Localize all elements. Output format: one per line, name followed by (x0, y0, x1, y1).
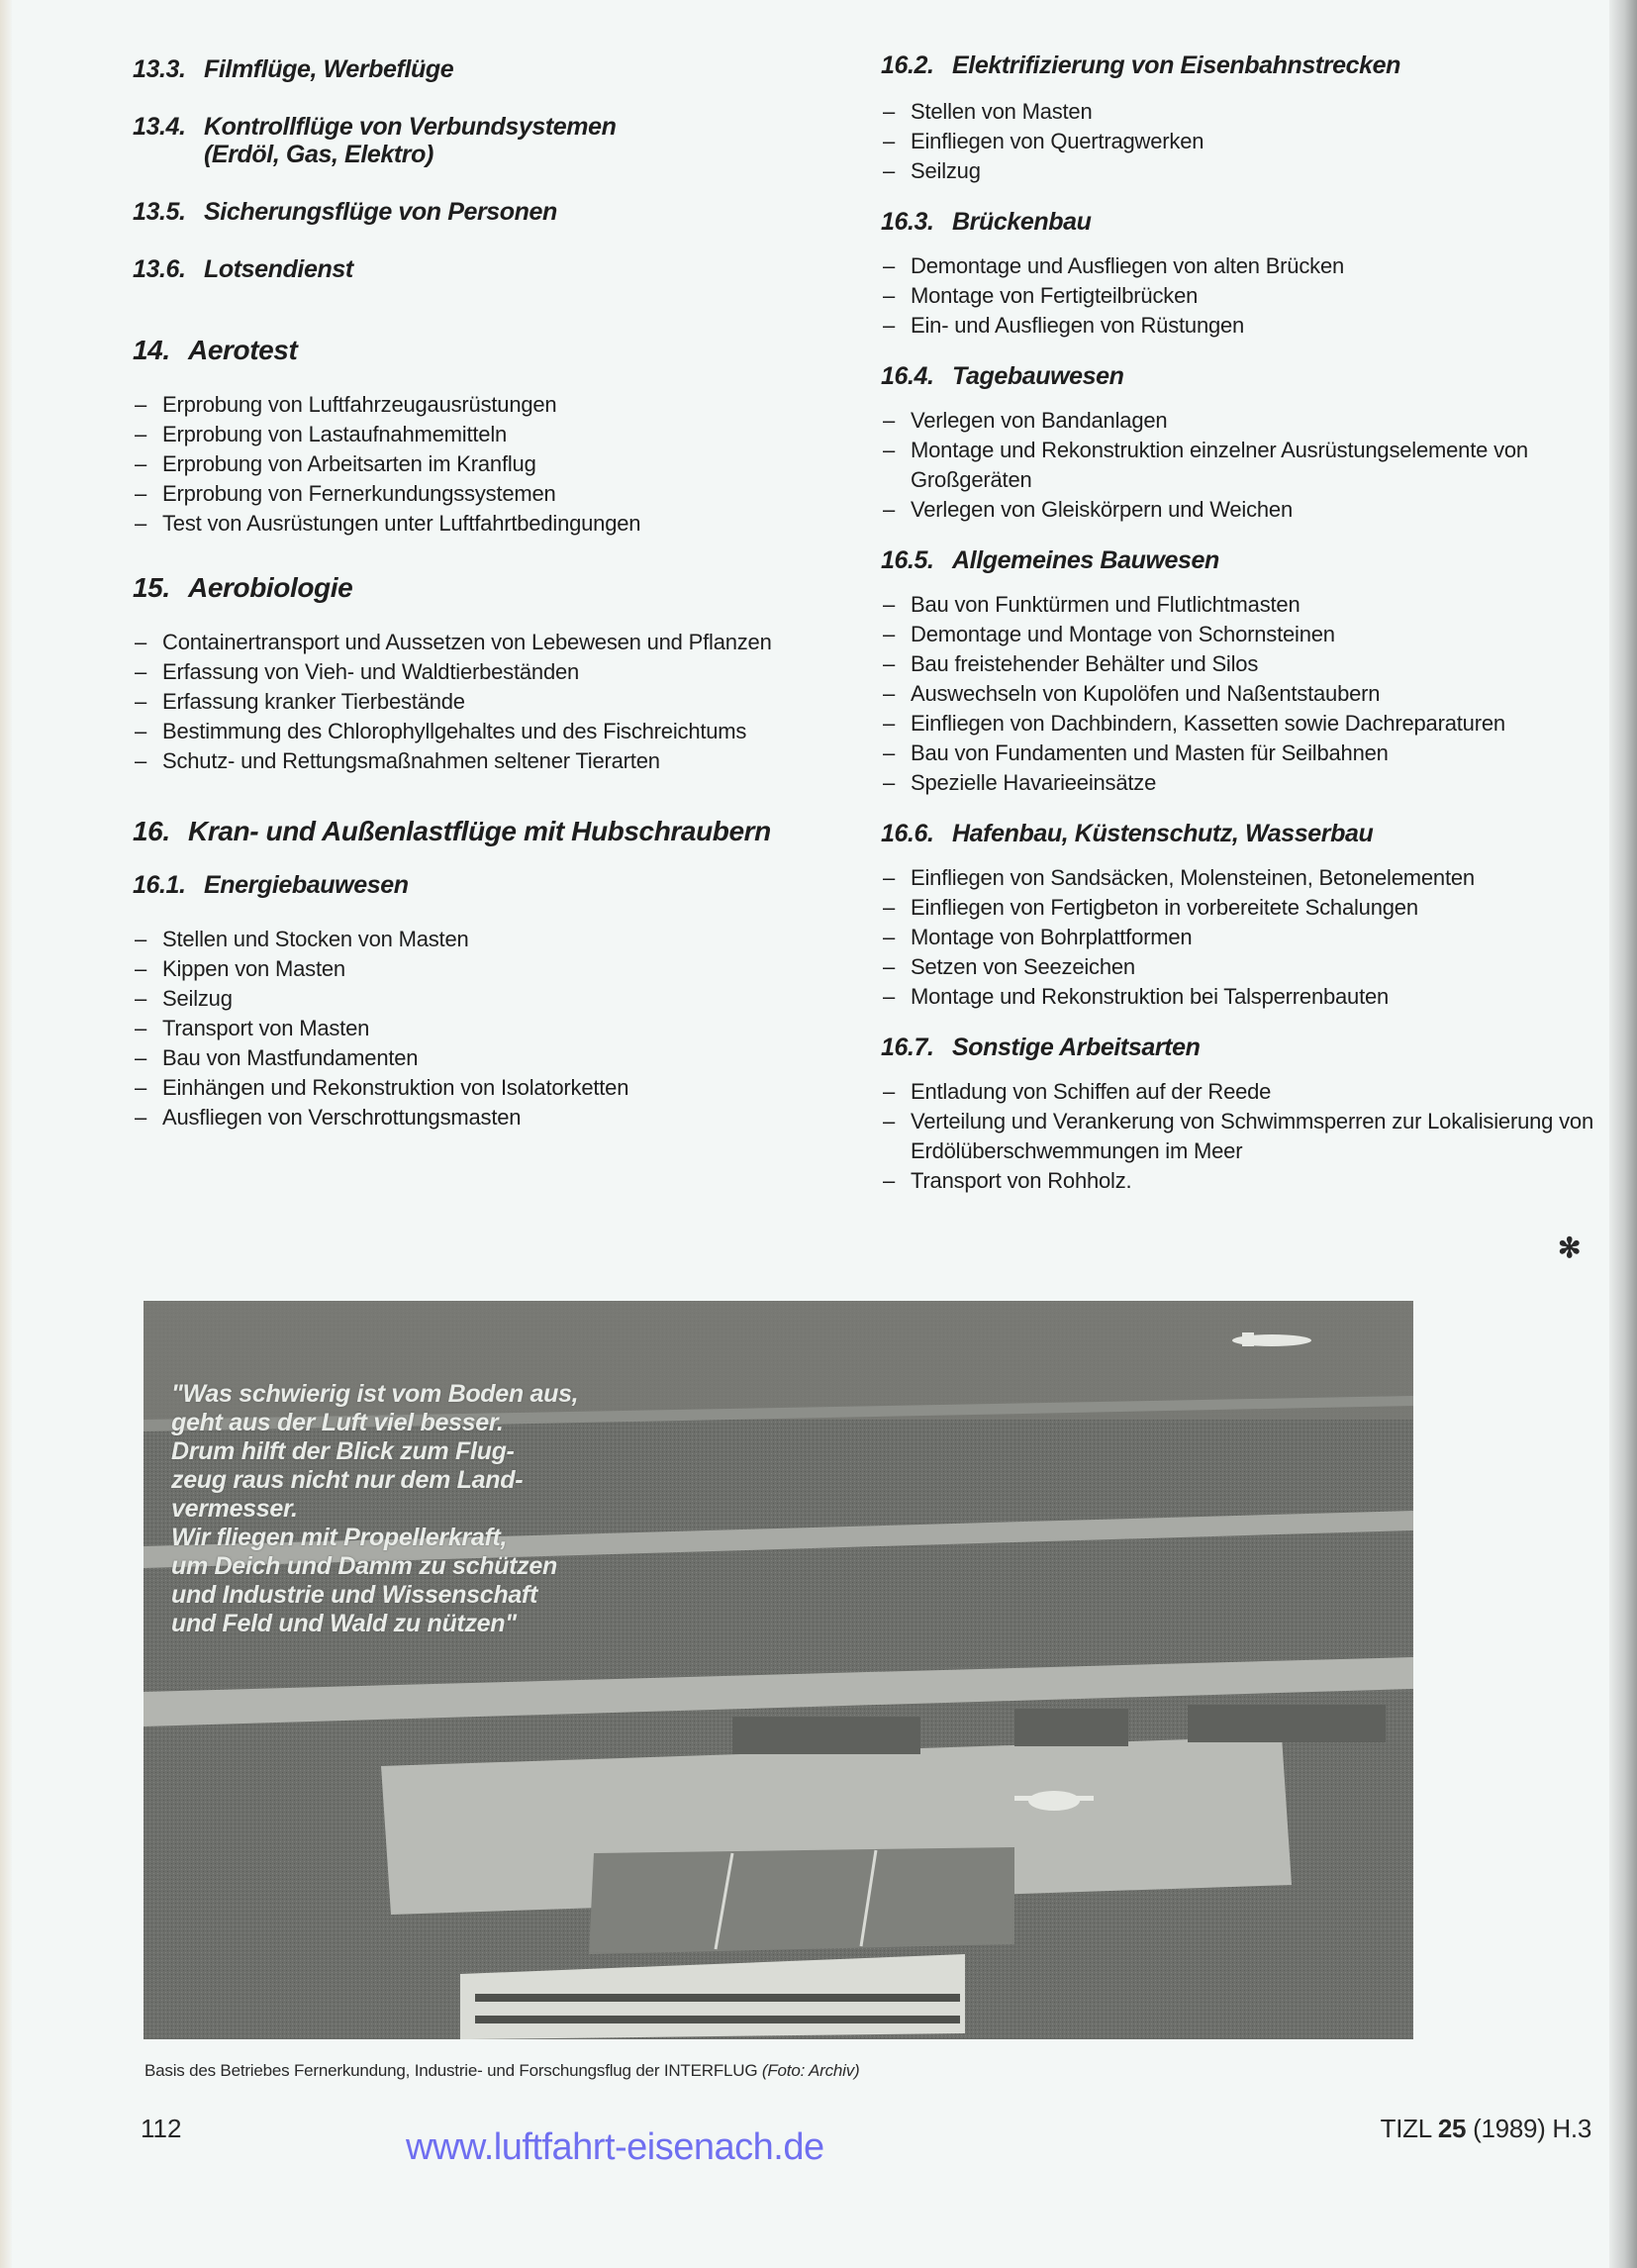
left-column (133, 55, 845, 1133)
section-title: Hafenbau, Küstenschutz, Wasserbau (952, 820, 1374, 847)
heading-16-7 (881, 1034, 1593, 1061)
list-item: – Schutz- und Rettungsmaßnahmen seltener Tierarten (133, 746, 845, 776)
list-item: – Verlegen von Bandanlagen (881, 406, 1593, 436)
grass-patch (1188, 1705, 1386, 1742)
section-number: 16.3. (881, 208, 934, 236)
section-number: 16.6. (881, 820, 934, 847)
section-number: 16.4. (881, 362, 934, 390)
list-item: – Seilzug (133, 984, 845, 1014)
list-item: – Containertransport und Aussetzen von Lebewesen und Pflanzen (133, 628, 845, 657)
heading-13-4 (133, 113, 845, 168)
list-item: – Erprobung von Luftfahrzeugausrüstungen (133, 390, 845, 420)
list-item: – Montage und Rekonstruktion bei Talsperrenbauten (881, 982, 1593, 1012)
list-item: – Erfassung kranker Tierbestände (133, 687, 845, 717)
aerotest-list (133, 390, 845, 539)
list-item: – Montage und Rekonstruktion einzelner Ausrüstungselemente von Großgeräten (881, 436, 1593, 495)
section-title: Aerobiologie (188, 572, 353, 603)
sonstige-list (881, 1077, 1593, 1196)
journal-issue: (1989) H.3 (1473, 2114, 1591, 2143)
list-item: – Stellen von Masten (881, 97, 1593, 127)
section-number: 14. (133, 335, 170, 365)
journal-reference (1381, 2114, 1591, 2144)
heading-16 (133, 816, 845, 847)
list-item: – Verteilung und Verankerung von Schwimmsperren zur Lokalisierung von Erdölüberschwemmungen im Meer (881, 1107, 1593, 1166)
grass-patch (1014, 1709, 1128, 1746)
list-item: – Auswechseln von Kupolöfen und Naßentstaubern (881, 679, 1593, 709)
section-title: Aerotest (188, 335, 298, 365)
section-title: Kran- und Außenlastflüge mit Hubschraubern (188, 816, 771, 846)
page-edge-right (1609, 0, 1637, 2268)
section-number: 16. (133, 816, 170, 846)
right-column (881, 51, 1593, 1196)
photo-quote: "Was schwierig ist vom Boden aus, geht aus der Luft viel besser. Drum hilft der Blick zum Flug- zeug raus nicht nur dem Land- vermesser. Wir fliegen mit Propellerkraft, um Deich und Damm zu schützen und Industrie und Wissenschaft und Feld und Wald zu nützen" (171, 1380, 579, 1637)
journal-name: TIZL (1380, 2114, 1431, 2143)
list-item: – Bau von Mastfundamenten (133, 1043, 845, 1073)
section-number: 16.2. (881, 51, 934, 79)
heading-14 (133, 335, 845, 366)
page-edge-left (0, 0, 12, 2268)
list-item: – Demontage und Ausfliegen von alten Brücken (881, 251, 1593, 281)
section-title: Tagebauwesen (952, 362, 1124, 390)
section-number: 13.6. (133, 255, 186, 283)
heading-13-6 (133, 255, 845, 283)
section-title: Filmflüge, Werbeflüge (204, 55, 454, 83)
section-title (204, 113, 845, 168)
wasserbau-list (881, 863, 1593, 1012)
section-number: 16.7. (881, 1034, 934, 1061)
tagebau-list (881, 406, 1593, 525)
list-item: – Einfliegen von Fertigbeton in vorbereitete Schalungen (881, 893, 1593, 923)
list-item: – Erprobung von Lastaufnahmemitteln (133, 420, 845, 449)
list-item: – Erfassung von Vieh- und Waldtierbeständen (133, 657, 845, 687)
section-title: Allgemeines Bauwesen (952, 546, 1219, 574)
energiebauwesen-list (133, 925, 845, 1133)
list-item: – Ausfliegen von Verschrottungsmasten (133, 1103, 845, 1133)
caption-text: Basis des Betriebes Fernerkundung, Industrie- und Forschungsflug der INTERFLUG (144, 2061, 758, 2080)
list-item: – Stellen und Stocken von Masten (133, 925, 845, 954)
heading-16-4 (881, 362, 1593, 390)
photo-credit: (Foto: Archiv) (761, 2061, 860, 2080)
heading-16-1 (133, 871, 845, 899)
section-number: 13.3. (133, 55, 186, 83)
journal-volume: 25 (1437, 2114, 1467, 2143)
list-item: – Verlegen von Gleiskörpern und Weichen (881, 495, 1593, 525)
heading-13-3 (133, 55, 845, 83)
section-title: Brückenbau (952, 208, 1092, 236)
list-item: – Kippen von Masten (133, 954, 845, 984)
heading-15 (133, 572, 845, 604)
website-watermark: www.luftfahrt-eisenach.de (406, 2126, 824, 2168)
photo-caption (144, 2061, 860, 2081)
list-item: – Bau von Fundamenten und Masten für Seilbahnen (881, 739, 1593, 768)
section-title: Lotsendienst (204, 255, 353, 283)
list-item: – Seilzug (881, 156, 1593, 186)
section-number: 13.5. (133, 198, 186, 226)
section-number: 15. (133, 572, 170, 603)
section-title-line2: (Erdöl, Gas, Elektro) (204, 141, 433, 168)
section-title: Energiebauwesen (204, 871, 409, 899)
brueckenbau-list (881, 251, 1593, 341)
list-item: – Entladung von Schiffen auf der Reede (881, 1077, 1593, 1107)
grass-patch (732, 1717, 920, 1754)
section-number: 16.5. (881, 546, 934, 574)
end-of-article-mark: ✻ (1558, 1233, 1582, 1263)
section-number: 13.4. (133, 113, 186, 141)
section-title: Sonstige Arbeitsarten (952, 1034, 1201, 1061)
list-item: – Montage von Bohrplattformen (881, 923, 1593, 952)
list-item: – Transport von Masten (133, 1014, 845, 1043)
list-item: – Spezielle Havarieeinsätze (881, 768, 1593, 798)
list-item: – Einfliegen von Quertragwerken (881, 127, 1593, 156)
list-item: – Transport von Rohholz. (881, 1166, 1593, 1196)
list-item: – Einhängen und Rekonstruktion von Isolatorketten (133, 1073, 845, 1103)
bauwesen-list (881, 590, 1593, 798)
list-item: – Demontage und Montage von Schornsteinen (881, 620, 1593, 649)
aerobiologie-list (133, 628, 845, 776)
aerial-photo (144, 1301, 1413, 2039)
section-title: Sicherungsflüge von Personen (204, 198, 557, 226)
list-item: – Bau freistehender Behälter und Silos (881, 649, 1593, 679)
section-number: 16.1. (133, 871, 186, 899)
heading-16-3 (881, 208, 1593, 236)
list-item: – Ein- und Ausfliegen von Rüstungen (881, 311, 1593, 341)
section-title: Elektrifizierung von Eisenbahnstrecken (952, 51, 1400, 79)
list-item: – Einfliegen von Dachbindern, Kassetten sowie Dachreparaturen (881, 709, 1593, 739)
list-item: – Test von Ausrüstungen unter Luftfahrtbedingungen (133, 509, 845, 539)
list-item: – Setzen von Seezeichen (881, 952, 1593, 982)
list-item: – Bau von Funktürmen und Flutlichtmasten (881, 590, 1593, 620)
page-number: 112 (141, 2114, 182, 2143)
list-item: – Einfliegen von Sandsäcken, Molensteinen, Betonelementen (881, 863, 1593, 893)
list-item: – Bestimmung des Chlorophyllgehaltes und des Fischreichtums (133, 717, 845, 746)
heading-16-5 (881, 546, 1593, 574)
list-item: – Montage von Fertigteilbrücken (881, 281, 1593, 311)
hangar-roof (589, 1847, 1014, 1954)
heading-16-6 (881, 820, 1593, 847)
list-item: – Erprobung von Arbeitsarten im Kranflug (133, 449, 845, 479)
heading-13-5 (133, 198, 845, 226)
eisenbahn-list (881, 97, 1593, 186)
heading-16-2 (881, 51, 1593, 79)
list-item: – Erprobung von Fernerkundungssystemen (133, 479, 845, 509)
section-title-line1: Kontrollflüge von Verbundsystemen (204, 113, 617, 141)
